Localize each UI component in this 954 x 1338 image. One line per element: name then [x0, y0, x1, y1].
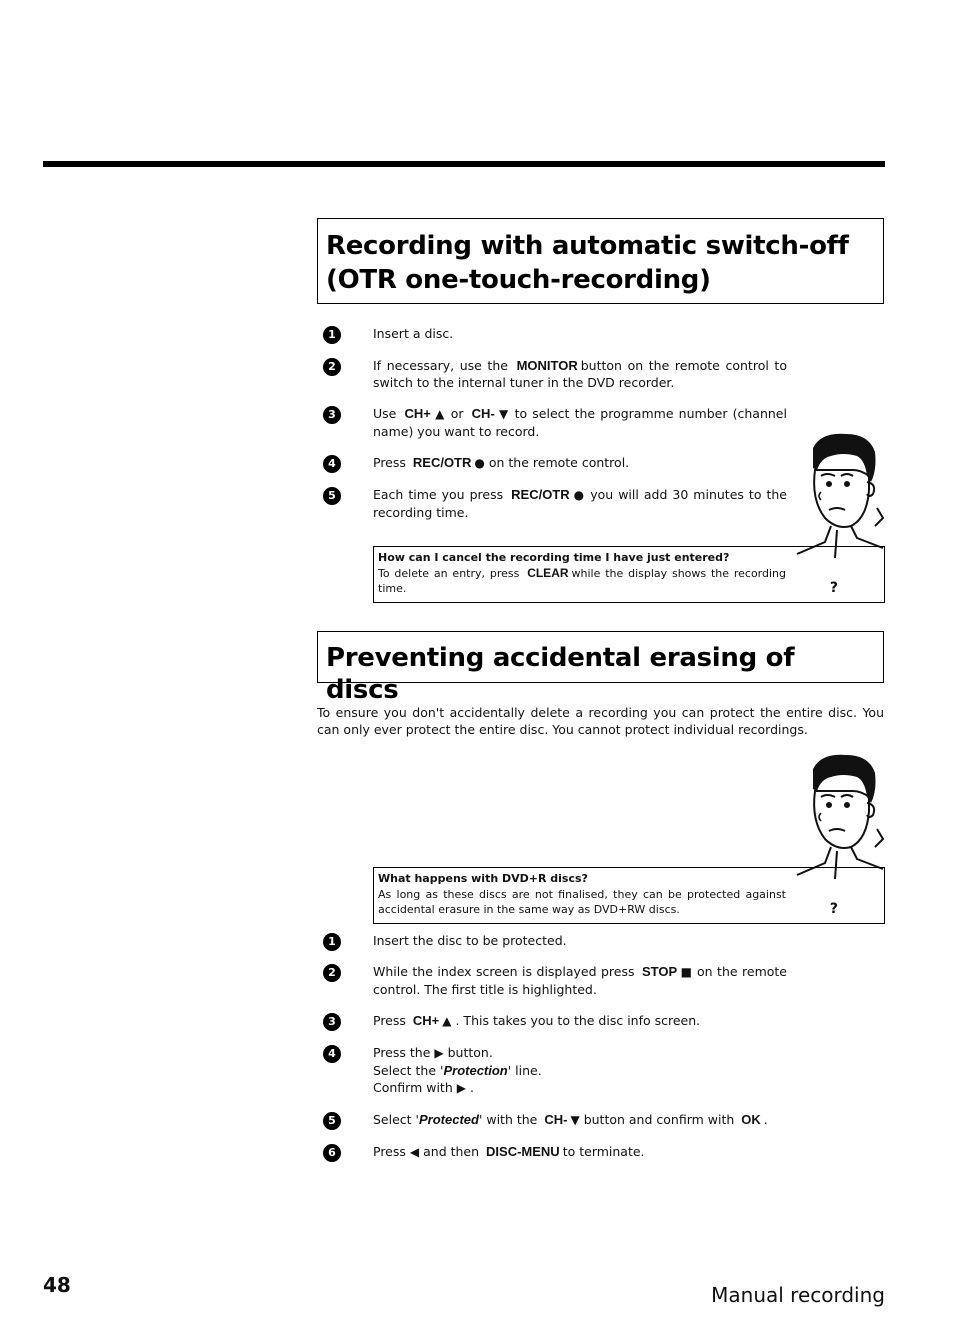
step-text: to terminate. — [562, 1144, 645, 1159]
tip-answer-text: To delete an entry, press — [378, 567, 520, 580]
rec-otr-label: REC/OTR — [511, 487, 570, 502]
disc-menu-label: DISC-MENU — [486, 1144, 560, 1159]
step-text: ' with the — [478, 1112, 538, 1127]
top-rule — [43, 161, 885, 167]
step-text: Confirm with — [373, 1080, 453, 1095]
step-text: to select the programme number (channel name) you want to record. — [373, 406, 787, 439]
tip-answer — [378, 566, 786, 596]
step-number: 3 — [323, 1013, 341, 1031]
step-text: Press — [373, 1144, 406, 1159]
step-text: and then — [423, 1144, 480, 1159]
tip-answer-text: while the display shows the recording time. — [378, 567, 786, 595]
up-arrow-icon: ▲ — [442, 1014, 452, 1028]
section-footer-title: Manual recording — [711, 1283, 885, 1307]
step-number: 5 — [323, 1112, 341, 1130]
step-text: button on the remote control to switch to the internal tuner in the DVD recorder. — [373, 358, 787, 390]
step-number: 2 — [323, 358, 341, 376]
title-line-1: Recording with automatic switch-off — [326, 231, 849, 261]
step-4 — [323, 1044, 787, 1097]
protect-steps — [323, 932, 787, 1161]
step-number: 6 — [323, 1144, 341, 1162]
step-text: Insert a disc. — [373, 326, 454, 341]
step-text: While the index screen is displayed press — [373, 964, 635, 979]
step-3 — [323, 405, 787, 440]
step-text: ' line. — [507, 1063, 542, 1078]
ch-minus-label: CH- — [471, 406, 495, 421]
step-number: 4 — [323, 455, 341, 473]
down-arrow-icon: ▼ — [570, 1113, 580, 1127]
step-text: Press — [373, 1013, 406, 1028]
protected-option: Protected — [418, 1112, 479, 1127]
tip-box-cancel — [373, 546, 885, 603]
section-title-protect — [317, 631, 884, 705]
step-text: Use — [373, 406, 397, 421]
tip-question: What happens with DVD+R discs? — [378, 872, 588, 885]
up-arrow-icon: ▲ — [433, 407, 446, 421]
step-text: you will add 30 minutes to the recording time. — [373, 487, 787, 520]
step-text: Each time you press — [373, 487, 504, 502]
stop-square-icon: ■ — [680, 965, 693, 979]
step-5 — [323, 486, 787, 521]
tip-question: How can I cancel the recording time I have just entered? — [378, 551, 730, 564]
intro-paragraph: To ensure you don't accidentally delete a recording you can protect the entire disc. You can only ever protect the entire disc. You cannot protect individual recordings. — [317, 705, 884, 737]
stop-button-label: STOP — [642, 964, 678, 979]
record-dot-icon: ● — [572, 488, 586, 502]
section-title-otr — [317, 218, 884, 304]
step-5 — [323, 1111, 787, 1129]
step-number: 1 — [323, 326, 341, 344]
monitor-button-label: MONITOR — [516, 358, 578, 373]
step-text: on the remote control. — [488, 455, 630, 470]
ok-button-label: OK — [741, 1112, 761, 1127]
protection-menu-item: Protection — [443, 1063, 508, 1078]
step-text: . This takes you to the disc info screen. — [455, 1013, 701, 1028]
step-text: Press — [373, 455, 406, 470]
step-text: button and confirm with — [583, 1112, 735, 1127]
step-line — [373, 1044, 787, 1062]
worried-man-icon-2 — [791, 751, 886, 879]
step-number: 4 — [323, 1045, 341, 1063]
step-2 — [323, 357, 787, 391]
step-3 — [323, 1012, 787, 1030]
step-4 — [323, 454, 787, 472]
down-arrow-icon: ▼ — [497, 407, 510, 421]
step-text: . — [469, 1080, 474, 1095]
record-dot-icon: ● — [474, 456, 485, 470]
play-arrow-icon: ▶ — [434, 1046, 444, 1060]
step-number: 3 — [323, 406, 341, 424]
step-2 — [323, 963, 787, 998]
tip-answer: As long as these discs are not finalised, they can be protected against accidental erasure in the same way as DVD+RW discs. — [378, 888, 786, 916]
step-text: button. — [447, 1045, 493, 1060]
tip-box-dvdr — [373, 867, 885, 924]
step-1 — [323, 325, 787, 342]
step-text: on the remote control. The first title is highlighted. — [373, 964, 787, 997]
step-number: 1 — [323, 933, 341, 951]
rec-otr-label: REC/OTR — [412, 455, 472, 470]
left-arrow-icon: ◀ — [409, 1145, 420, 1159]
step-text: Press the — [373, 1045, 431, 1060]
title-line: Preventing accidental erasing of discs — [326, 643, 795, 705]
question-mark-icon: ? — [829, 901, 838, 917]
step-text: or — [450, 406, 464, 421]
step-6 — [323, 1143, 787, 1161]
ch-plus-label: CH+ — [404, 406, 431, 421]
step-number: 2 — [323, 964, 341, 982]
play-arrow-icon: ▶ — [456, 1081, 466, 1095]
step-1 — [323, 932, 787, 949]
title-line-2: (OTR one-touch-recording) — [326, 265, 711, 295]
ch-plus-label: CH+ — [412, 1013, 440, 1028]
clear-button-label: CLEAR — [527, 566, 569, 580]
page-number: 48 — [43, 1273, 71, 1297]
step-text: Select the ' — [373, 1063, 444, 1078]
step-text: Insert the disc to be protected. — [373, 933, 567, 948]
question-mark-icon: ? — [829, 580, 838, 596]
otr-steps — [323, 325, 787, 521]
step-line — [373, 1079, 787, 1097]
step-text: . — [763, 1112, 768, 1127]
step-text: Select ' — [373, 1112, 419, 1127]
step-text: If necessary, use the — [373, 358, 508, 373]
ch-minus-label: CH- — [544, 1112, 568, 1127]
worried-man-icon — [791, 430, 886, 558]
step-line — [373, 1062, 787, 1079]
step-number: 5 — [323, 487, 341, 505]
